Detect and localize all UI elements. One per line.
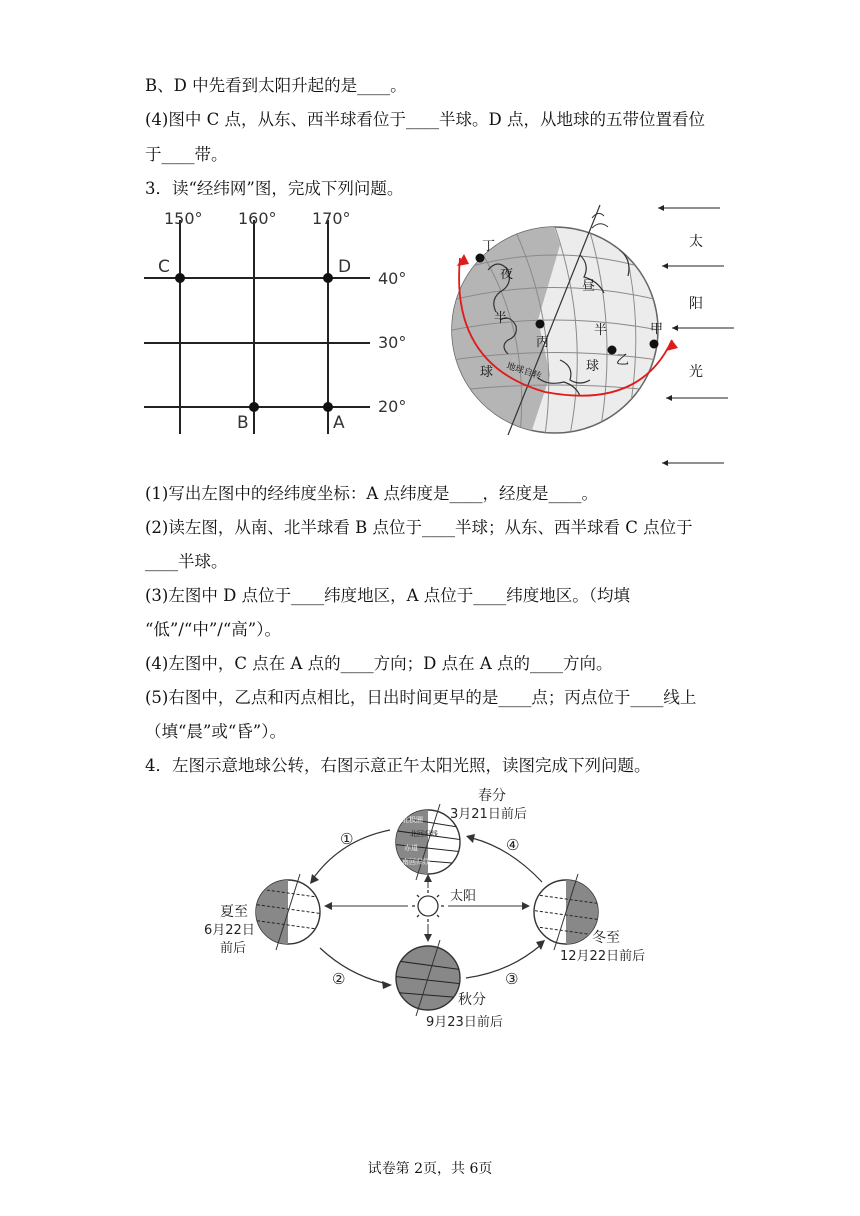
point-a (323, 402, 333, 412)
spring-label: 春分 (478, 788, 506, 804)
spring-date: 3月21日前后 (450, 807, 527, 822)
question-4-title: 4．左图示意地球公转，右图示意正午太阳光照，读图完成下列问题。 (145, 756, 651, 775)
lon-label-150: 150° (164, 209, 203, 228)
arrow-1: ① (340, 830, 354, 848)
label-bing: 丙 (536, 335, 550, 350)
lon-label-170: 170° (312, 209, 351, 228)
globe-illumination-figure (440, 200, 740, 470)
text-line-q4: (4)左图中，C 点在 A 点的____方向；D 点在 A 点的____方向。 (145, 654, 613, 673)
label-c: C (158, 257, 170, 277)
rotation-label: 地球自转 (505, 361, 543, 382)
text-line-q3b: “低”/“中”/“高”）。 (145, 620, 281, 639)
winter-date: 12月22日前后 (560, 949, 646, 964)
point-b (249, 402, 259, 412)
point-jia (650, 340, 659, 349)
day-label-2: 半 (594, 323, 608, 338)
text-line-1: B、D 中先看到太阳升起的是____。 (145, 76, 407, 95)
label-yi: 乙 (616, 353, 630, 368)
label-d: D (338, 257, 352, 277)
text-line-2: (4)图中 C 点，从东、西半球看位于____半球。D 点，从地球的五带位置看位 (145, 110, 705, 129)
summer-date-1: 6月22日 (204, 923, 255, 938)
globe-line-4: 南回归线 (402, 858, 430, 866)
point-d (323, 273, 333, 283)
lat-long-grid-figure (140, 200, 420, 440)
globe-line-1: 北极圈 (402, 816, 423, 824)
sun-label-2: 阳 (689, 296, 703, 312)
night-label-1: 夜 (500, 267, 514, 282)
globe-line-2: 北回归线 (410, 830, 438, 838)
autumn-label: 秋分 (458, 992, 486, 1008)
text-line-q5a: (5)右图中，乙点和丙点相比，日出时间更早的是____点；丙点位于____线上 (145, 688, 697, 707)
text-line-q1: (1)写出左图中的经纬度坐标：A 点纬度是____，经度是____。 (145, 484, 599, 503)
text-line-q5b: （填“晨”或“昏”）。 (145, 722, 286, 741)
arrow-4: ④ (506, 836, 520, 854)
lat-label-20: 20° (378, 397, 407, 416)
earth-revolution-figure (200, 780, 670, 1040)
sun-label-1: 太 (689, 234, 703, 250)
page-footer: 试卷第 2页，共 6页 (367, 1161, 493, 1177)
label-a: A (333, 413, 345, 433)
lat-label-40: 40° (378, 269, 407, 288)
summer-solstice-globe (252, 874, 324, 950)
winter-label: 冬至 (592, 930, 620, 946)
text-line-q2b: ____半球。 (145, 552, 228, 571)
label-jia: 甲 (650, 322, 664, 337)
night-label-2: 半 (494, 311, 508, 326)
night-label-3: 球 (480, 365, 494, 380)
day-label-1: 昼 (582, 279, 596, 294)
point-c (175, 273, 185, 283)
autumn-date: 9月23日前后 (426, 1015, 503, 1030)
autumn-equinox-globe (390, 940, 464, 1016)
lon-label-160: 160° (238, 209, 277, 228)
sun-label-3: 光 (689, 364, 703, 380)
point-bing (536, 320, 545, 329)
sun-icon (412, 890, 444, 922)
sun-label: 太阳 (450, 889, 477, 904)
summer-date-2: 前后 (220, 941, 247, 956)
day-label-3: 球 (586, 359, 600, 374)
globe-line-3: 赤道 (404, 844, 418, 852)
question-3-title: 3．读“经纬网”图，完成下列问题。 (145, 179, 404, 198)
label-b: B (237, 413, 249, 433)
text-line-3: 于____带。 (145, 145, 228, 164)
lat-label-30: 30° (378, 333, 407, 352)
arrow-3: ③ (505, 970, 519, 988)
text-line-q2a: (2)读左图，从南、北半球看 B 点位于____半球；从东、西半球看 C 点位于 (145, 518, 693, 537)
summer-label: 夏至 (220, 904, 248, 920)
text-line-q3a: (3)左图中 D 点位于____纬度地区，A 点位于____纬度地区。（均填 (145, 586, 631, 605)
arrow-2: ② (332, 970, 346, 988)
point-ding (476, 254, 485, 263)
label-ding: 丁 (482, 239, 496, 254)
